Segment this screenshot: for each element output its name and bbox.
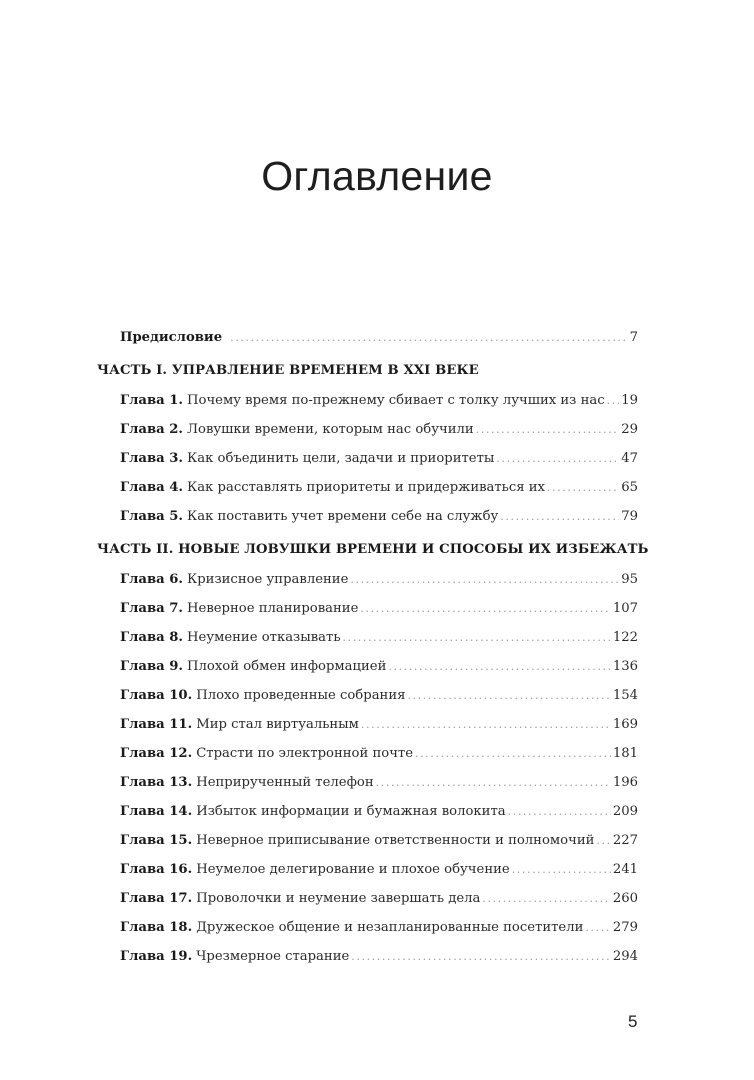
entry-page: 29 [621,422,638,437]
entry-page: 154 [612,688,638,703]
chapter-title: Чрезмерное старание [196,949,350,964]
chapter-title: Ловушки времени, которым нас обучили [187,422,474,437]
dot-leader [351,942,611,971]
dot-leader [376,768,611,797]
chapter-title: Неумение отказывать [187,630,341,645]
chapter-title: Как объединить цели, задачи и приоритеты [187,451,495,466]
chapter-title: Неверное планирование [187,601,359,616]
dot-leader [512,855,611,884]
dot-leader [585,913,610,942]
toc-entry[interactable] [120,386,638,415]
entry-page: 47 [621,451,638,466]
chapter-title: Почему время по-прежнему сбивает с толку лучших из нас [187,393,605,408]
part-heading: ЧАСТЬ II. НОВЫЕ ЛОВУШКИ ВРЕМЕНИ И СПОСОБЫ ИХ ИЗБЕЖАТЬ [97,542,649,557]
dot-leader [415,739,611,768]
dot-leader [360,594,610,623]
toc-entry[interactable] [120,473,638,502]
chapter-label: Глава 16. [120,862,193,877]
dot-leader [607,386,620,415]
chapter-label: Глава 10. [120,688,193,703]
toc-entry[interactable] [120,444,638,473]
toc-entry[interactable] [120,884,638,913]
entry-page: 65 [621,480,638,495]
chapter-title: Кризисное управление [187,572,349,587]
entry-page: 260 [612,891,638,906]
toc-entry[interactable] [120,594,638,623]
toc-entry[interactable] [120,855,638,884]
chapter-title: Дружеское общение и незапланированные посетители [196,920,584,935]
dot-leader [230,323,628,352]
chapter-label: Глава 12. [120,746,193,761]
toc-entry[interactable] [120,623,638,652]
dot-leader [500,502,619,531]
toc-entry[interactable] [120,502,638,531]
chapter-title: Избыток информации и бумажная волокита [196,804,506,819]
toc-entry[interactable] [120,565,638,594]
entry-page: 181 [612,746,638,761]
dot-leader [496,444,619,473]
toc-entry[interactable] [120,913,638,942]
toc-entry[interactable] [120,681,638,710]
chapter-label: Глава 9. [120,659,184,674]
chapter-title: Проволочки и неумение завершать дела [196,891,481,906]
chapter-title: Неумелое делегирование и плохое обучение [196,862,510,877]
dot-leader [407,681,610,710]
chapter-label: Глава 19. [120,949,193,964]
chapter-title: Страсти по электронной почте [196,746,414,761]
chapter-title: Мир стал виртуальным [196,717,359,732]
entry-page: 136 [612,659,638,674]
chapter-label: Глава 2. [120,422,184,437]
toc-entry-preface[interactable] [120,323,638,352]
dot-leader [343,623,611,652]
entry-page: 279 [612,920,638,935]
chapter-label: Глава 18. [120,920,193,935]
entry-page: 95 [621,572,638,587]
chapter-label: Глава 4. [120,480,184,495]
entry-page: 107 [612,601,638,616]
chapter-label: Глава 14. [120,804,193,819]
chapter-title: Плохо проведенные собрания [196,688,406,703]
table-of-contents [97,323,649,971]
chapter-label: Глава 15. [120,833,193,848]
chapter-label: Глава 11. [120,717,193,732]
entry-page: 7 [629,330,638,345]
page-title: Оглавление [261,153,493,199]
chapter-title: Неверное приписывание ответственности и полномочий [196,833,595,848]
toc-entry[interactable] [120,942,638,971]
entry-page: 227 [612,833,638,848]
chapter-title: Неприрученный телефон [196,775,374,790]
dot-leader [596,826,610,855]
part-heading: ЧАСТЬ I. УПРАВЛЕНИЕ ВРЕМЕНЕМ В XXI ВЕКЕ [97,363,479,378]
entry-page: 241 [612,862,638,877]
chapter-label: Глава 6. [120,572,184,587]
entry-page: 122 [612,630,638,645]
dot-leader [388,652,610,681]
dot-leader [350,565,619,594]
entry-page: 19 [621,393,638,408]
chapter-label: Глава 3. [120,451,184,466]
entry-page: 209 [612,804,638,819]
toc-entry[interactable] [120,768,638,797]
toc-entry[interactable] [120,415,638,444]
page-number: 5 [628,1012,638,1031]
entry-page: 294 [612,949,638,964]
dot-leader [361,710,611,739]
dot-leader [482,884,610,913]
toc-entry[interactable] [120,652,638,681]
dot-leader [508,797,611,826]
chapter-label: Глава 17. [120,891,193,906]
chapter-label: Глава 8. [120,630,184,645]
toc-entry[interactable] [120,739,638,768]
chapter-label: Глава 13. [120,775,193,790]
toc-entry[interactable] [120,710,638,739]
chapter-title: Плохой обмен информацией [187,659,387,674]
chapter-label: Глава 7. [120,601,184,616]
entry-label: Предисловие [120,330,223,345]
dot-leader [476,415,620,444]
entry-page: 196 [612,775,638,790]
toc-entry[interactable] [120,797,638,826]
entry-page: 169 [612,717,638,732]
chapter-label: Глава 5. [120,509,184,524]
chapter-title: Как поставить учет времени себе на службу [187,509,499,524]
entry-page: 79 [621,509,638,524]
dot-leader [547,473,619,502]
chapter-label: Глава 1. [120,393,184,408]
toc-entry[interactable] [120,826,638,855]
chapter-title: Как расставлять приоритеты и придерживаться их [187,480,545,495]
